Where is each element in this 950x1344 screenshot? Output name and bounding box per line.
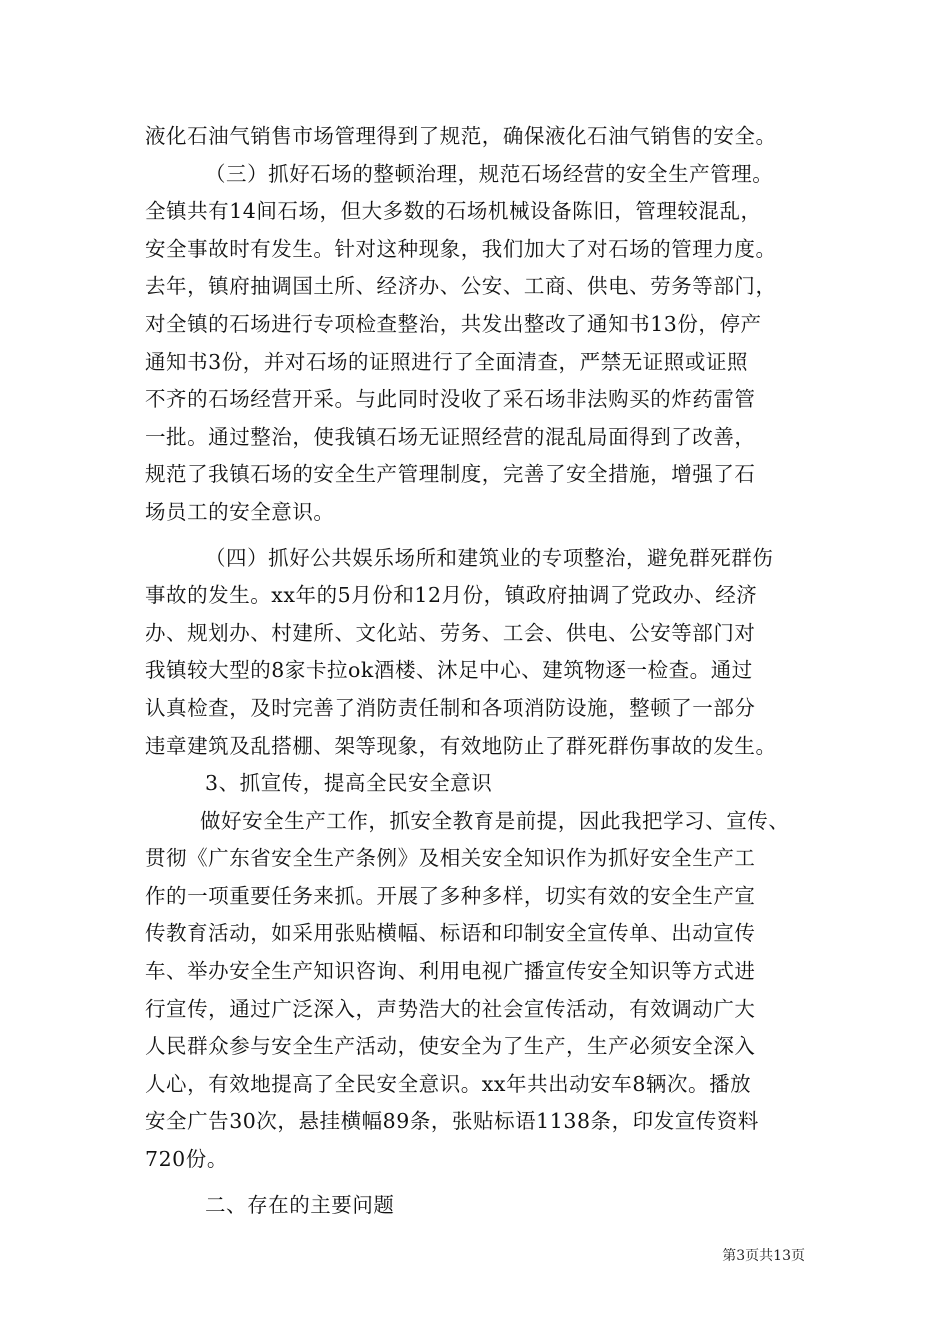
text-line: 720份。	[145, 1147, 228, 1172]
document-body	[145, 118, 813, 1224]
subsection-heading: 3、抓宣传，提高全民安全意识	[205, 771, 493, 796]
text-line: 一批。通过整治，使我镇石场无证照经营的混乱局面得到了改善，	[145, 424, 756, 449]
text-line: 安全事故时有发生。针对这种现象，我们加大了对石场的管理力度。	[145, 236, 777, 261]
text-line: 人民群众参与安全生产活动，使安全为了生产，生产必须安全深入	[145, 1034, 756, 1059]
text-line: 规范了我镇石场的安全生产管理制度，完善了安全措施，增强了石	[145, 462, 756, 487]
section-heading-problems: 二、存在的主要问题	[205, 1192, 395, 1217]
text-line: 场员工的安全意识。	[145, 499, 335, 524]
text-line: 人心，有效地提高了全民安全意识。xx年共出动安车8辆次。播放	[145, 1071, 752, 1096]
section-heading-4: （四）抓好公共娱乐场所和建筑业的专项整治，避免群死群伤	[205, 545, 774, 570]
text-line: 不齐的石场经营开采。与此同时没收了采石场非法购买的炸药雷管	[145, 387, 756, 412]
text-line: 对全镇的石场进行专项检查整治，共发出整改了通知书13份，停产	[145, 311, 762, 336]
text-line: 去年，镇府抽调国土所、经济办、公安、工商、供电、劳务等部门，	[145, 274, 777, 299]
text-line: 液化石油气销售市场管理得到了规范，确保液化石油气销售的安全。	[145, 124, 777, 148]
text-line: 通知书3份，并对石场的证照进行了全面清查，严禁无证照或证照	[145, 349, 748, 374]
text-line: 车、举办安全生产知识咨询、利用电视广播宣传安全知识等方式进	[145, 959, 756, 984]
text-line: 安全广告30次，悬挂横幅89条，张贴标语1138条，印发宣传资料	[145, 1109, 759, 1134]
text-line: 做好安全生产工作，抓安全教育是前提，因此我把学习、宣传、	[200, 808, 790, 833]
section-heading-3: （三）抓好石场的整顿治理，规范石场经营的安全生产管理。	[205, 161, 774, 186]
text-line: 办、规划办、村建所、文化站、劳务、工会、供电、公安等部门对	[145, 620, 756, 645]
text-line: 认真检查，及时完善了消防责任制和各项消防设施，整顿了一部分	[145, 695, 756, 720]
text-line: 违章建筑及乱搭棚、架等现象，有效地防止了群死群伤事故的发生。	[145, 733, 777, 758]
text-line: 贯彻《广东省安全生产条例》及相关安全知识作为抓好安全生产工	[145, 846, 756, 871]
text-line: 我镇较大型的8家卡拉ok酒楼、沐足中心、建筑物逐一检查。通过	[145, 658, 753, 683]
text-line: 行宣传，通过广泛深入，声势浩大的社会宣传活动，有效调动广大	[145, 996, 756, 1021]
text-line: 全镇共有14间石场，但大多数的石场机械设备陈旧，管理较混乱，	[145, 199, 762, 224]
text-line: 传教育活动，如采用张贴横幅、标语和印制安全宣传单、出动宣传	[145, 921, 756, 946]
page-number: 第3页共13页	[722, 1248, 805, 1264]
text-line: 作的一项重要任务来抓。开展了多种多样，切实有效的安全生产宣	[145, 883, 756, 908]
text-line: 事故的发生。xx年的5月份和12月份，镇政府抽调了党政办、经济	[145, 583, 758, 608]
